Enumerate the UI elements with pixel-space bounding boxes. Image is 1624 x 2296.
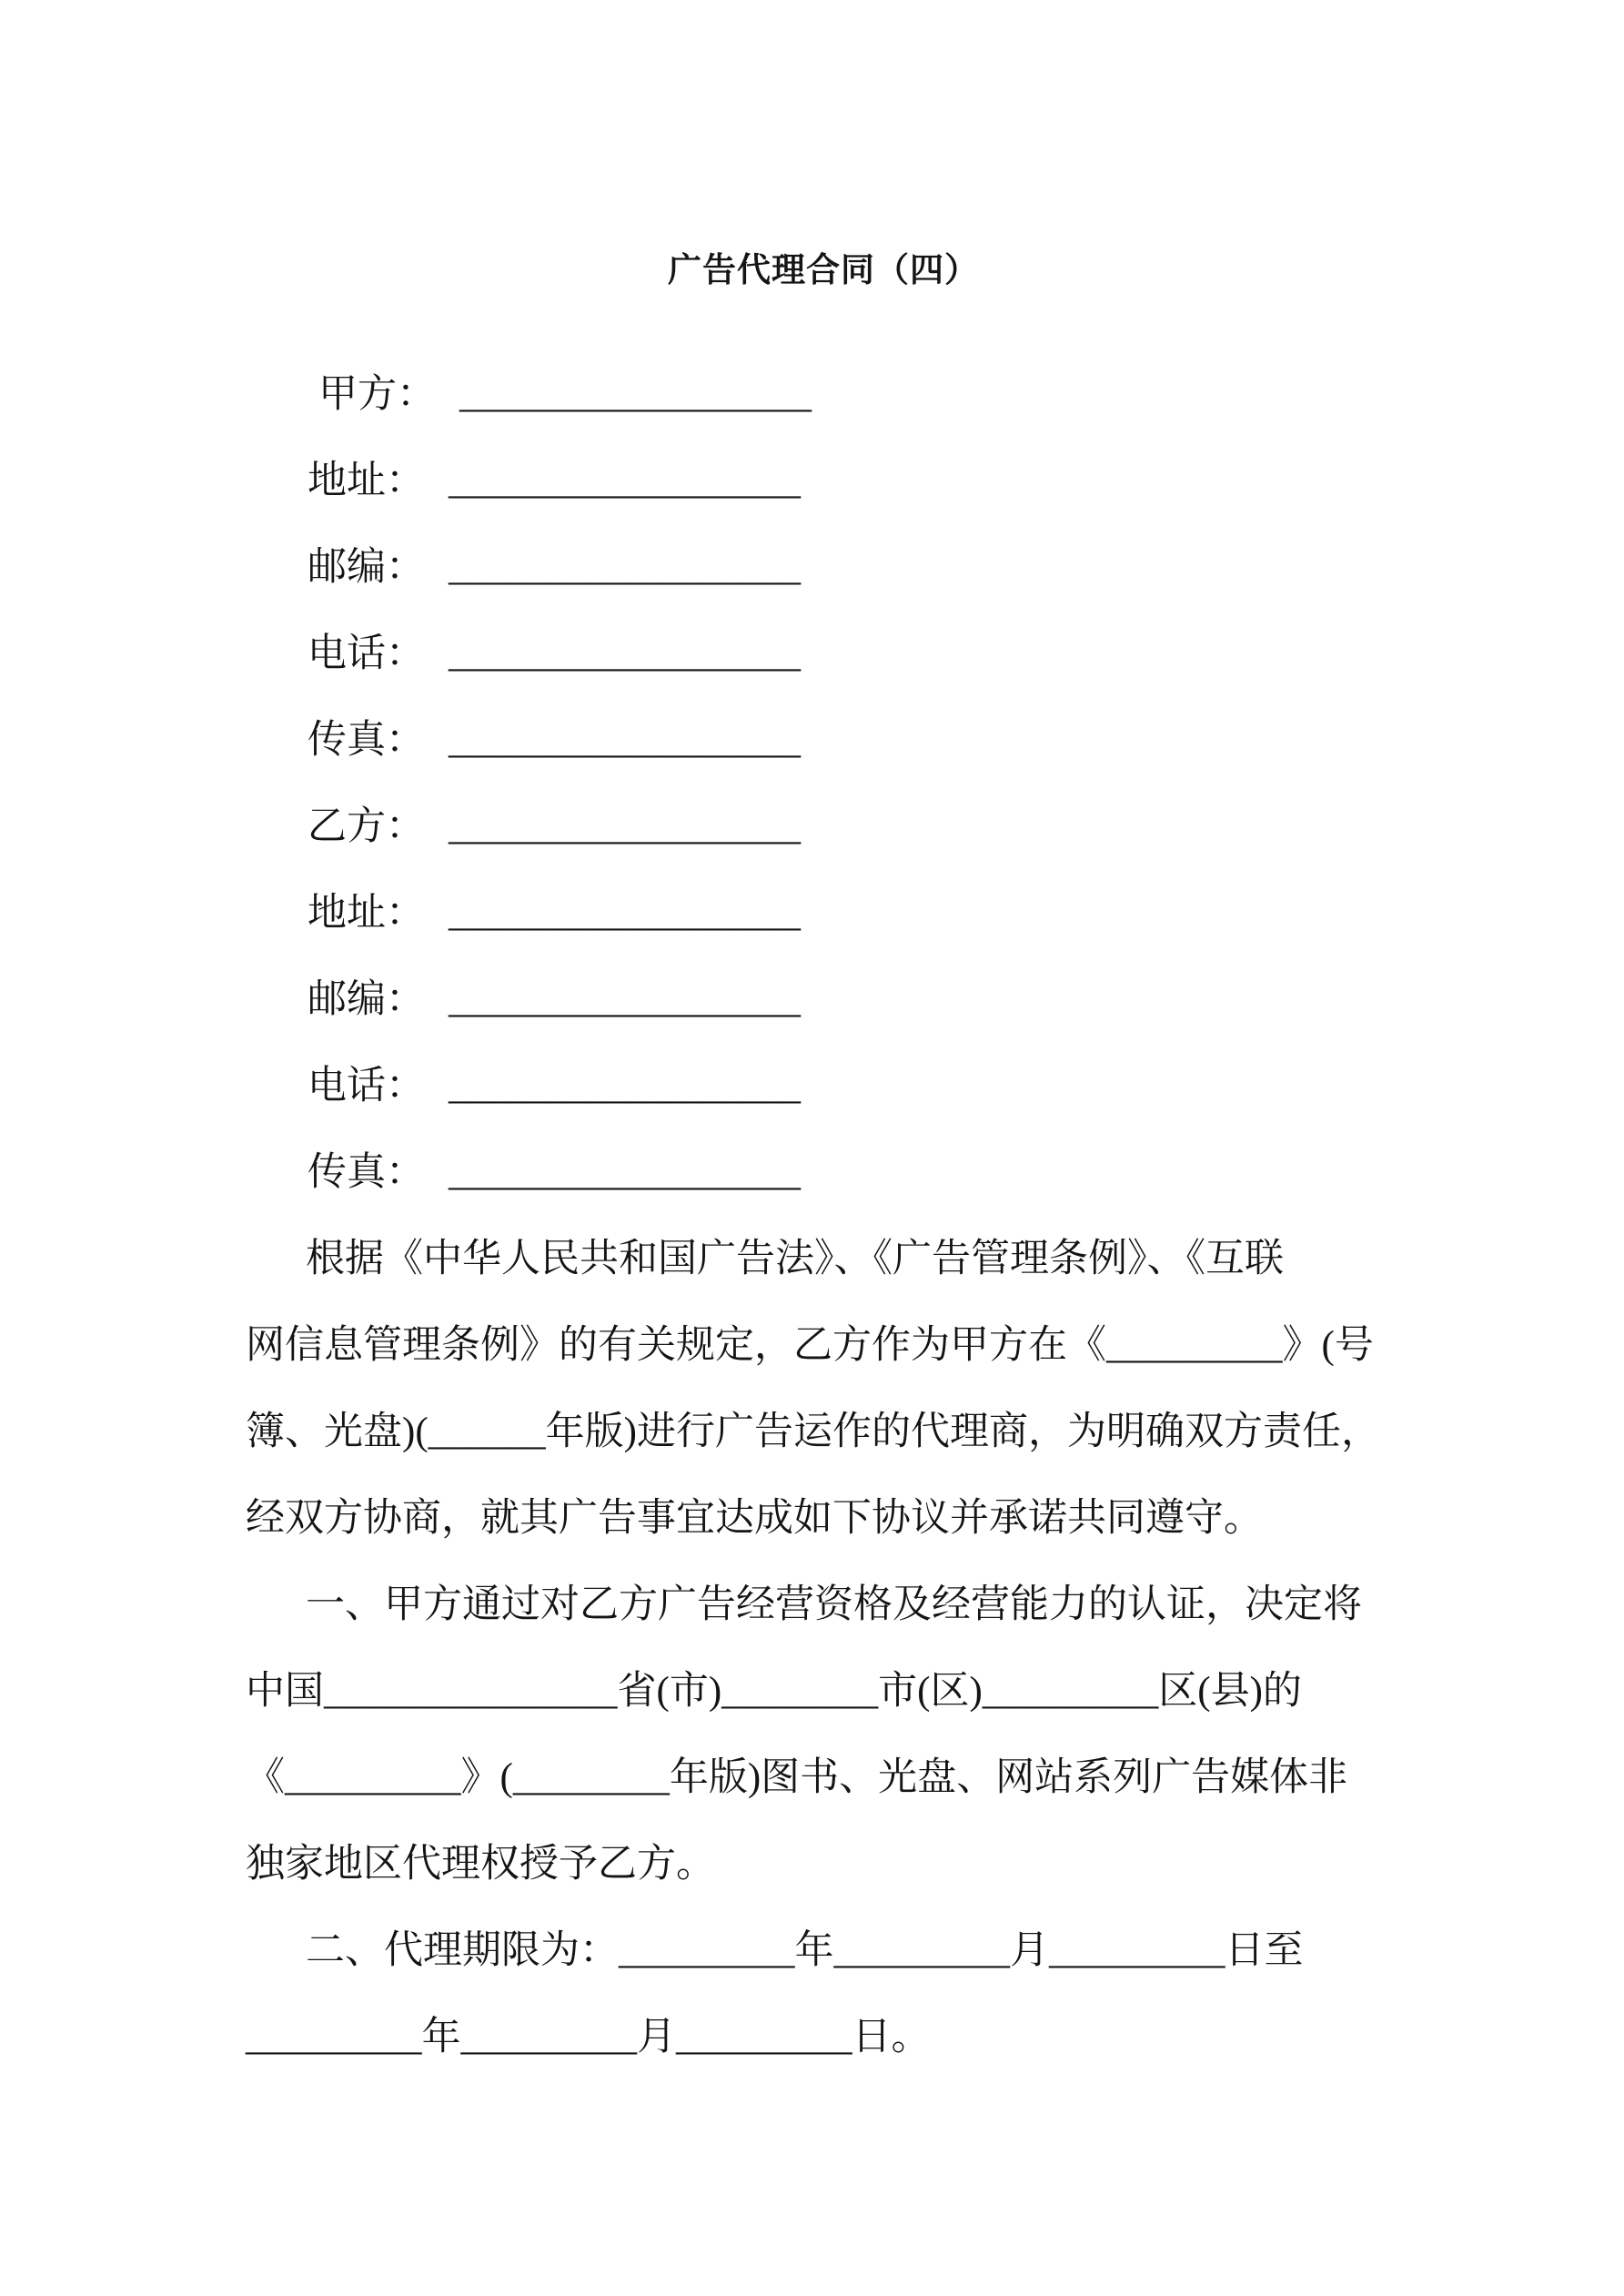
body-line: 中国_______________省(市)________市(区)_________区(县)的 [246, 1670, 1302, 1713]
form-row-blank: __________________ [459, 373, 812, 416]
form-row-address-a [246, 438, 1401, 524]
form-row-phone-a [246, 611, 1401, 697]
form-row-blank: __________________ [449, 460, 801, 502]
form-row-zipcode-a [246, 524, 1401, 611]
form-row-label: 邮编： [308, 978, 425, 1021]
form-row-blank: __________________ [449, 805, 801, 848]
form-row-label: 邮编： [308, 546, 425, 589]
body-line: 根据《中华人民共和国广告法》、《广告管理条例》、《互联 [306, 1238, 1284, 1280]
form-row-fax-a [246, 697, 1401, 784]
form-row-address-b [246, 870, 1401, 956]
form-row-phone-b [246, 1043, 1401, 1129]
form-row-label: 传真： [308, 719, 425, 762]
form-row-label: 电话： [308, 1065, 425, 1108]
body-line: 簿、光盘)(______年版)进行广告运作的代理商，为明确双方责任， [246, 1411, 1380, 1453]
body-line-clause-one: 一、甲方通过对乙方广告经营资格及经营能力的认证，决定将 [306, 1583, 1362, 1626]
form-row-label: 乙方： [308, 805, 425, 848]
form-row-blank: __________________ [449, 546, 801, 589]
body-line: 网信息管理条例》的有关规定，乙方作为甲方在《_________》(号 [246, 1324, 1374, 1367]
body-line: 《_________》(________年版)图书、光盘、网站系列广告媒体非 [246, 1756, 1348, 1799]
form-row-blank: __________________ [449, 978, 801, 1021]
form-row-blank: __________________ [449, 1065, 801, 1108]
form-row-blank: __________________ [449, 1151, 801, 1194]
body-line: _________年_________月_________日。 [246, 2016, 931, 2058]
body-line: 经双方协商，就其广告事宜达成如下协议并承诺共同遵守。 [246, 1497, 1263, 1540]
form-row-party-b [246, 784, 1401, 870]
form-row-fax-b [246, 1129, 1401, 1216]
form-row-label: 传真： [308, 1151, 425, 1194]
document-body [246, 351, 1401, 2080]
form-row-zipcode-b [246, 956, 1401, 1043]
body-line-clause-two: 二、代理期限为：_________年_________月_________日至 [306, 1929, 1304, 1972]
form-row-label: 甲方： [318, 373, 436, 416]
form-row-label: 地址： [308, 460, 425, 502]
form-row-blank: __________________ [449, 892, 801, 935]
body-line: 独家地区代理权授予乙方。 [246, 1843, 715, 1886]
document-title: 广告代理合同（四） [668, 252, 979, 289]
form-row-party-a [246, 351, 1401, 438]
form-row-label: 电话： [308, 632, 425, 675]
form-row-blank: __________________ [449, 719, 801, 762]
form-row-blank: __________________ [449, 632, 801, 675]
form-row-label: 地址： [308, 892, 425, 935]
